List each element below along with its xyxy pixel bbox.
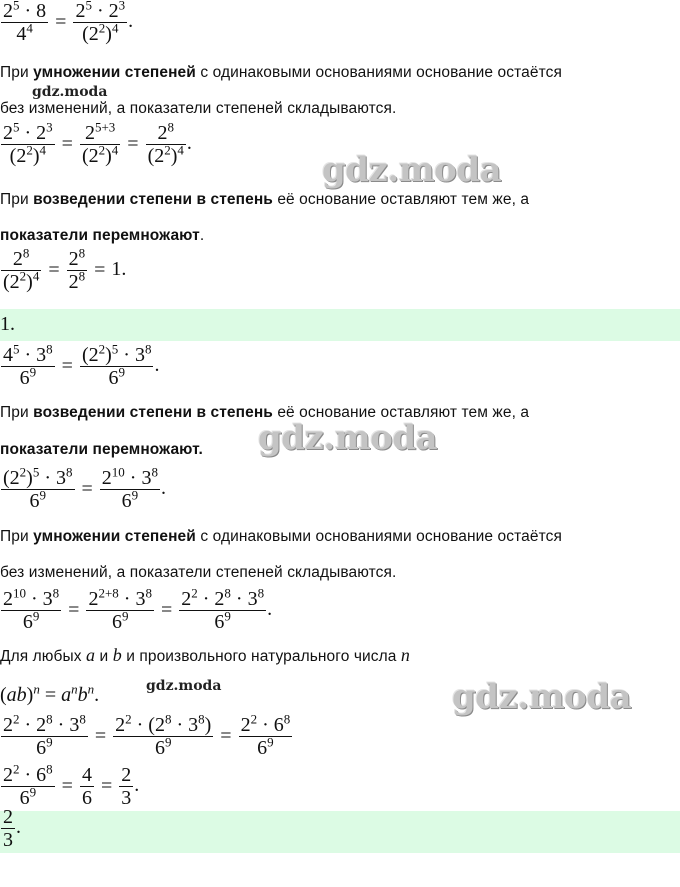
watermark-small-2: gdz.moda	[146, 678, 222, 694]
answer-2: $\frac{2}{3}$ .	[3, 806, 21, 851]
equation-5: $\frac{(2^2)^5 \cdot 3^8}{6^9}$ = $\frac{2^{10} \cdot 3^8}{6^9}$ .	[3, 464, 166, 512]
answer-highlight-2	[0, 811, 680, 853]
rule-text-1-line2: без изменений, а показатели степеней складываются.	[0, 100, 397, 117]
rule-text-3: При возведении степени в степень её основание оставляют тем же, а	[0, 404, 530, 421]
equation-3: $\frac{2^8}{(2^2)^4}$ = $\frac{2^8}{2^8}$ = 1.	[3, 245, 127, 293]
watermark-1: gdz.moda	[322, 150, 502, 190]
equation-9: $\frac{2^2 \cdot 6^8}{6^9}$ = $\frac{4}{6}$ = $\frac{2}{3}$ .	[3, 761, 140, 809]
equation-2: $\frac{2^5 \cdot 2^3}{(2^2)^4}$ = $\frac{2^{5+3}}{(2^2)^4}$ = $\frac{2^8}{(2^2)^4}$ .	[3, 119, 192, 167]
rule-text-2-line2: показатели перемножают.	[0, 227, 205, 244]
answer-highlight-1	[0, 309, 680, 341]
equation-1: $\frac{2^5 \cdot 8}{4^4}$ = $\frac{2^5 \cdot 2^3}{(2^2)^4}$ .	[3, 0, 134, 45]
rule-text-5: Для любых a и b и произвольного натурального числа n	[0, 645, 410, 665]
watermark-small-1: gdz.moda	[32, 84, 108, 100]
equation-6: $\frac{2^{10} \cdot 3^8}{6^9}$ = $\frac{2^{2+8} \cdot 3^8}{6^9}$ = $\frac{2^2 \cdot 2^8 \cdot 3^8}{6^9}$ .	[3, 585, 273, 633]
rule-text-2: При возведении степени в степень её основание оставляют тем же, а	[0, 191, 530, 208]
equation-7: $(ab)^n = a^nb^n$.	[0, 681, 100, 706]
rule-text-4-line2: без изменений, а показатели степеней складываются.	[0, 564, 397, 581]
equation-8: $\frac{2^2 \cdot 2^8 \cdot 3^8}{6^9}$ = $\frac{2^2 \cdot (2^8 \cdot 3^8)}{6^9}$ = $\frac{2^2 \cdot 6^8}{6^9}$	[3, 711, 291, 759]
answer-1: 1.	[0, 313, 15, 335]
equation-4: $\frac{4^5 \cdot 3^8}{6^9}$ = $\frac{(2^2)^5 \cdot 3^8}{6^9}$ .	[3, 341, 160, 389]
watermark-3: gdz.moda	[452, 677, 632, 717]
rule-text-3-line2: показатели перемножают.	[0, 441, 203, 458]
rule-text-4: При умножении степеней с одинаковыми основаниями основание остаётся	[0, 528, 562, 545]
rule-text-1: При умножении степеней с одинаковыми основаниями основание остаётся	[0, 64, 562, 81]
watermark-2: gdz.moda	[258, 418, 438, 458]
